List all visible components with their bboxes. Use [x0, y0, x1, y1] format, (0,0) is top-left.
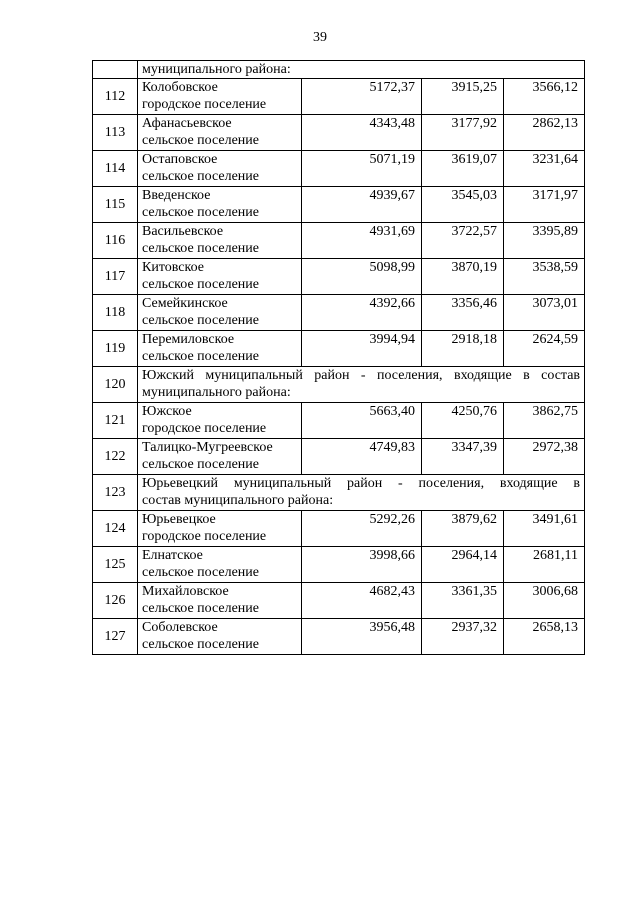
- value-1: 5663,40: [302, 403, 422, 439]
- settlements-table: [92, 60, 585, 655]
- value-3: 3073,01: [504, 295, 585, 331]
- settlement-name: [138, 619, 302, 655]
- name-line-2: сельское поселение: [142, 241, 259, 256]
- continuation-row: [93, 61, 585, 79]
- value-1: 4749,83: [302, 439, 422, 475]
- row-number: 115: [93, 187, 138, 223]
- table-row: [93, 187, 585, 223]
- row-number: 114: [93, 151, 138, 187]
- name-line-2: сельское поселение: [142, 457, 259, 472]
- name-line-2: сельское поселение: [142, 205, 259, 220]
- name-line-1: Южское: [142, 404, 192, 419]
- value-1: 4931,69: [302, 223, 422, 259]
- table-row: [93, 223, 585, 259]
- name-line-2: сельское поселение: [142, 133, 259, 148]
- name-line-2: сельское поселение: [142, 313, 259, 328]
- name-line-1: Васильевское: [142, 224, 224, 239]
- value-1: 5098,99: [302, 259, 422, 295]
- table-row: [93, 259, 585, 295]
- settlement-name: [138, 583, 302, 619]
- name-line-1: Колобовское: [142, 80, 218, 95]
- row-number: 127: [93, 619, 138, 655]
- value-3: 3491,61: [504, 511, 585, 547]
- settlement-name: [138, 439, 302, 475]
- district-line-1: Юрьевецкий муниципальный район - поселения, входящие в: [142, 476, 581, 491]
- row-number: 120: [93, 367, 138, 403]
- value-2: 3177,92: [422, 115, 504, 151]
- name-line-1: Талицко-Мугреевское: [142, 440, 273, 455]
- settlement-name: [138, 259, 302, 295]
- name-line-1: Елнатское: [142, 548, 203, 563]
- table-row: [93, 439, 585, 475]
- value-1: 4343,48: [302, 115, 422, 151]
- value-2: 3361,35: [422, 583, 504, 619]
- value-3: 3171,97: [504, 187, 585, 223]
- settlement-name: [138, 547, 302, 583]
- row-number: 124: [93, 511, 138, 547]
- settlement-name: [138, 223, 302, 259]
- value-3: 3566,12: [504, 79, 585, 115]
- row-number: 117: [93, 259, 138, 295]
- value-1: 4682,43: [302, 583, 422, 619]
- value-3: 2658,13: [504, 619, 585, 655]
- settlement-name: [138, 115, 302, 151]
- value-1: 3998,66: [302, 547, 422, 583]
- name-line-1: Юрьевецкое: [142, 512, 216, 527]
- table-row: [93, 79, 585, 115]
- row-number: 126: [93, 583, 138, 619]
- district-heading: [138, 475, 585, 511]
- table-row: [93, 115, 585, 151]
- row-number: 116: [93, 223, 138, 259]
- district-row: [93, 475, 585, 511]
- name-line-1: Перемиловское: [142, 332, 235, 347]
- name-line-2: сельское поселение: [142, 277, 259, 292]
- value-3: 2681,11: [504, 547, 585, 583]
- value-2: 3356,46: [422, 295, 504, 331]
- table-row: [93, 151, 585, 187]
- value-2: 2918,18: [422, 331, 504, 367]
- table-row: [93, 295, 585, 331]
- value-3: 3006,68: [504, 583, 585, 619]
- row-number: 125: [93, 547, 138, 583]
- row-number: 112: [93, 79, 138, 115]
- value-2: 3870,19: [422, 259, 504, 295]
- name-line-1: Семейкинское: [142, 296, 228, 311]
- table-row: [93, 619, 585, 655]
- district-line-1: Южский муниципальный район - поселения, входящие в состав: [142, 368, 581, 383]
- name-line-1: Соболевское: [142, 620, 218, 635]
- value-2: 3545,03: [422, 187, 504, 223]
- name-line-2: городское поселение: [142, 97, 267, 112]
- continuation-text: муниципального района:: [138, 61, 585, 79]
- value-1: 3956,48: [302, 619, 422, 655]
- row-number: 123: [93, 475, 138, 511]
- value-3: 3231,64: [504, 151, 585, 187]
- district-heading: [138, 367, 585, 403]
- table-row: [93, 583, 585, 619]
- table-row: [93, 331, 585, 367]
- value-2: 2937,32: [422, 619, 504, 655]
- settlement-name: [138, 295, 302, 331]
- district-row: [93, 367, 585, 403]
- district-line-2: состав муниципального района:: [142, 493, 334, 508]
- value-3: 2862,13: [504, 115, 585, 151]
- row-number: 119: [93, 331, 138, 367]
- value-2: 2964,14: [422, 547, 504, 583]
- value-1: 5292,26: [302, 511, 422, 547]
- name-line-1: Михайловское: [142, 584, 229, 599]
- settlement-name: [138, 187, 302, 223]
- table-row: [93, 403, 585, 439]
- name-line-2: сельское поселение: [142, 637, 259, 652]
- value-1: 5172,37: [302, 79, 422, 115]
- value-3: 3862,75: [504, 403, 585, 439]
- row-number: 122: [93, 439, 138, 475]
- name-line-1: Введенское: [142, 188, 211, 203]
- value-2: 4250,76: [422, 403, 504, 439]
- table-row: [93, 511, 585, 547]
- name-line-2: сельское поселение: [142, 565, 259, 580]
- name-line-1: Китовское: [142, 260, 204, 275]
- value-1: 3994,94: [302, 331, 422, 367]
- value-1: 4392,66: [302, 295, 422, 331]
- page-number: 39: [313, 30, 327, 45]
- name-line-2: сельское поселение: [142, 349, 259, 364]
- settlement-name: [138, 511, 302, 547]
- row-number-cell: [93, 61, 138, 79]
- settlement-name: [138, 403, 302, 439]
- settlement-name: [138, 79, 302, 115]
- value-2: 3347,39: [422, 439, 504, 475]
- name-line-2: сельское поселение: [142, 601, 259, 616]
- value-2: 3722,57: [422, 223, 504, 259]
- value-1: 5071,19: [302, 151, 422, 187]
- table-row: [93, 547, 585, 583]
- name-line-2: городское поселение: [142, 529, 267, 544]
- name-line-2: городское поселение: [142, 421, 267, 436]
- settlement-name: [138, 331, 302, 367]
- row-number: 121: [93, 403, 138, 439]
- value-2: 3879,62: [422, 511, 504, 547]
- name-line-1: Афанасьевское: [142, 116, 232, 131]
- value-3: 3395,89: [504, 223, 585, 259]
- value-2: 3619,07: [422, 151, 504, 187]
- row-number: 113: [93, 115, 138, 151]
- value-3: 2624,59: [504, 331, 585, 367]
- district-line-2: муниципального района:: [142, 385, 291, 400]
- name-line-1: Остаповское: [142, 152, 218, 167]
- settlement-name: [138, 151, 302, 187]
- name-line-2: сельское поселение: [142, 169, 259, 184]
- value-1: 4939,67: [302, 187, 422, 223]
- value-2: 3915,25: [422, 79, 504, 115]
- value-3: 3538,59: [504, 259, 585, 295]
- value-3: 2972,38: [504, 439, 585, 475]
- row-number: 118: [93, 295, 138, 331]
